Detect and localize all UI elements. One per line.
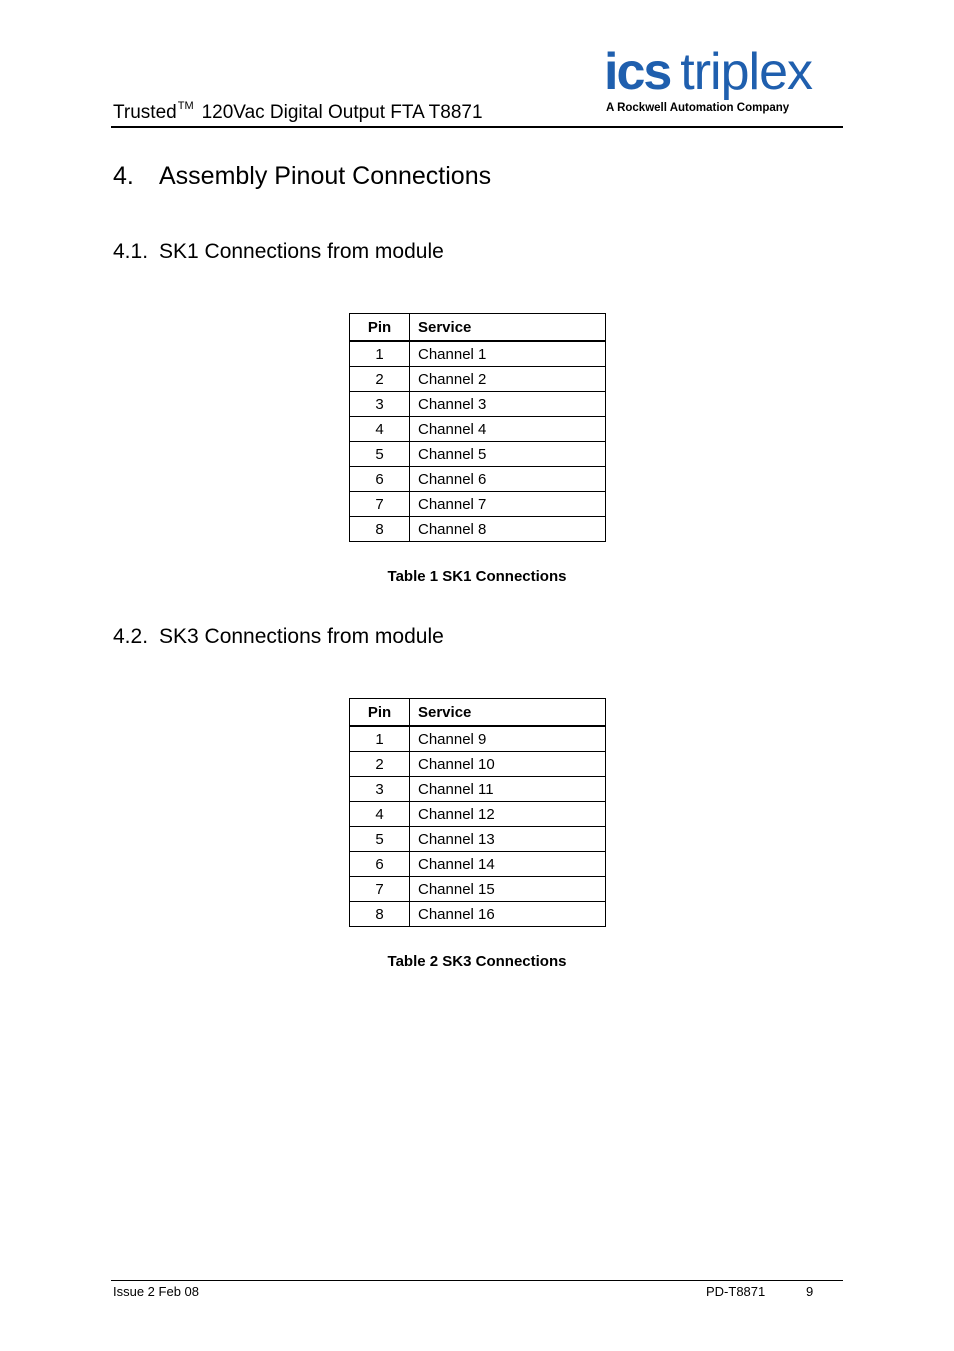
pin-cell: 1 [350,726,410,752]
pin-cell: 4 [350,417,410,442]
column-header-pin: Pin [350,699,410,727]
service-cell: Channel 4 [410,417,606,442]
service-cell: Channel 1 [410,341,606,367]
header-divider [111,126,843,128]
header-product-description: 120Vac Digital Output FTA T8871 [201,102,483,123]
logo-triplex-text: triplex [680,43,813,101]
table-2-caption: Table 2 SK3 Connections [387,953,567,970]
section-number: 4. [113,162,134,190]
table-row [350,827,606,852]
pin-cell: 2 [350,752,410,777]
footer-page-number: 9 [806,1284,814,1299]
service-cell: Channel 10 [410,752,606,777]
table-row [350,517,606,542]
pin-cell: 5 [350,442,410,467]
header-product-name: Trusted [113,102,177,123]
footer-issue: Issue 2 Feb 08 [113,1284,199,1299]
service-cell: Channel 2 [410,367,606,392]
pin-cell: 6 [350,852,410,877]
service-cell: Channel 5 [410,442,606,467]
service-cell: Channel 8 [410,517,606,542]
logo-ics-text: ics [604,43,671,101]
pin-cell: 4 [350,802,410,827]
subsection-heading-sk3 [113,625,444,649]
service-cell: Channel 6 [410,467,606,492]
sk3-connections-table [349,698,606,927]
pin-cell: 3 [350,777,410,802]
table-1-caption: Table 1 SK1 Connections [387,568,567,585]
table-row [350,417,606,442]
sk1-connections-table [349,313,606,542]
table-row [350,367,606,392]
pin-cell: 5 [350,827,410,852]
footer-document-id: PD-T8871 [706,1284,766,1299]
table-header-row [350,699,606,727]
table-row [350,492,606,517]
pin-cell: 8 [350,902,410,927]
table-row [350,902,606,927]
table-row [350,752,606,777]
table-row [350,442,606,467]
pin-cell: 7 [350,877,410,902]
service-cell: Channel 13 [410,827,606,852]
pin-cell: 6 [350,467,410,492]
pin-cell: 1 [350,341,410,367]
ics-triplex-logo [604,42,840,122]
section-heading [113,162,491,191]
footer-divider [111,1280,843,1281]
service-cell: Channel 12 [410,802,606,827]
pin-cell: 2 [350,367,410,392]
subsection-number: 4.2. [113,625,149,648]
service-cell: Channel 16 [410,902,606,927]
service-cell: Channel 7 [410,492,606,517]
service-cell: Channel 11 [410,777,606,802]
pin-cell: 8 [350,517,410,542]
section-title: Assembly Pinout Connections [159,162,492,190]
subsection-title: SK1 Connections from module [159,240,444,263]
table-row [350,852,606,877]
service-cell: Channel 3 [410,392,606,417]
service-cell: Channel 9 [410,726,606,752]
service-cell: Channel 14 [410,852,606,877]
table-row [350,467,606,492]
table-row [350,802,606,827]
column-header-pin: Pin [350,314,410,342]
table-row [350,392,606,417]
subsection-number: 4.1. [113,240,149,263]
column-header-service: Service [410,314,606,342]
pin-cell: 3 [350,392,410,417]
service-cell: Channel 15 [410,877,606,902]
table-row [350,726,606,752]
table-row [350,341,606,367]
table-row [350,777,606,802]
table-header-row [350,314,606,342]
subsection-title: SK3 Connections from module [159,625,444,648]
table-row [350,877,606,902]
logo-wordmark [604,42,812,102]
trademark-symbol: TM [177,100,194,112]
subsection-heading-sk1 [113,240,444,264]
pin-cell: 7 [350,492,410,517]
logo-tagline: A Rockwell Automation Company [606,102,790,114]
column-header-service: Service [410,699,606,727]
document-header-title [113,100,483,124]
